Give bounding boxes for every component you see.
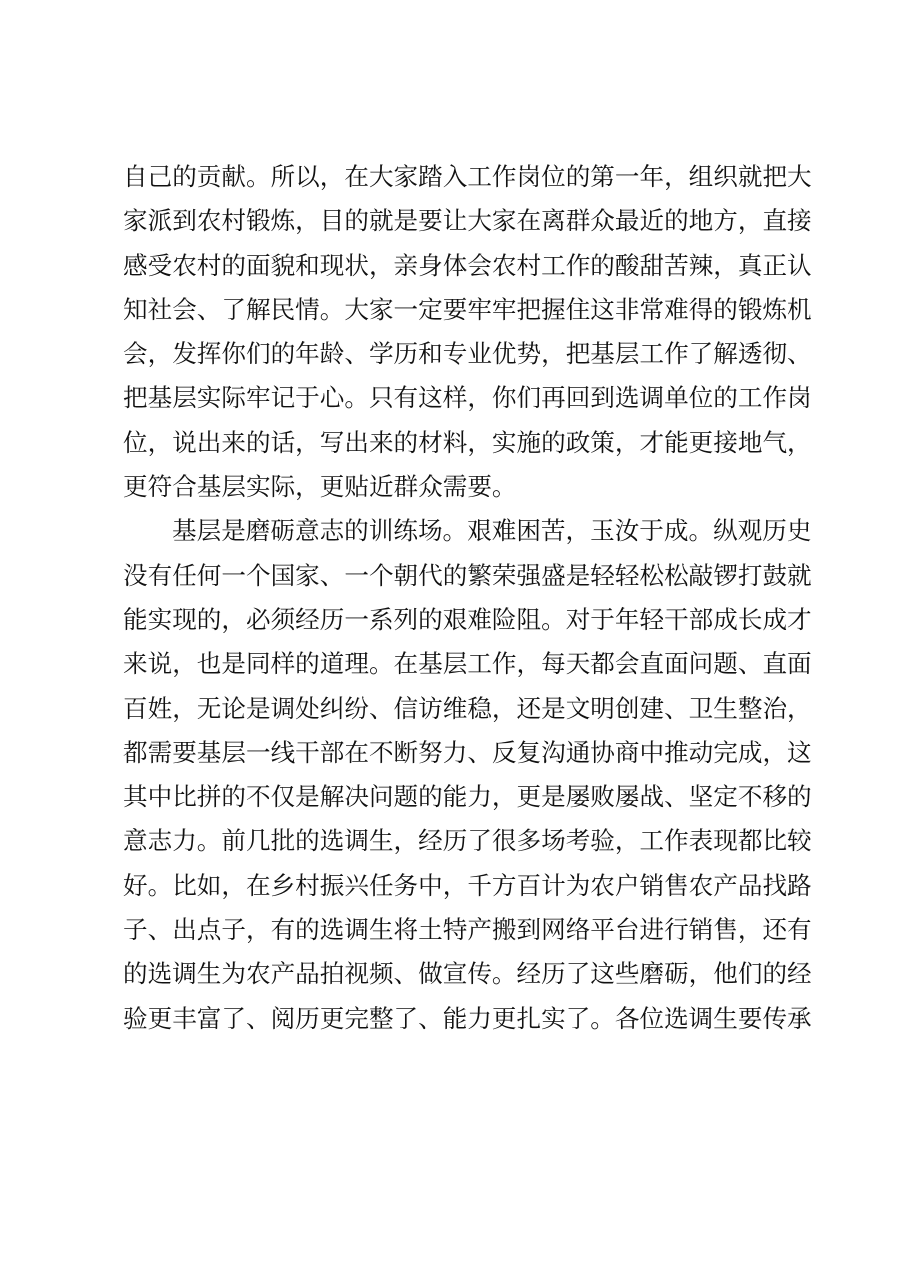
text-line: 把基层实际牢记于心。只有这样，你们再回到选调单位的工作岗 — [123, 383, 812, 413]
text-line: 知社会、了解民情。大家一定要牢牢把握住这非常难得的锻炼机 — [123, 294, 812, 324]
paragraph-1 — [123, 155, 812, 509]
text-line: 能实现的，必须经历一系列的艰难险阻。对于年轻干部成长成才 — [123, 604, 812, 634]
text-line: 子、出点子，有的选调生将土特产搬到网络平台进行销售，还有 — [123, 915, 812, 945]
text-line: 验更丰富了、阅历更完整了、能力更扎实了。各位选调生要传承 — [123, 1003, 812, 1033]
text-line: 感受农村的面貌和现状，亲身体会农村工作的酸甜苦辣，真正认 — [123, 250, 812, 280]
text-line: 的选调生为农产品拍视频、做宣传。经历了这些磨砺，他们的经 — [123, 959, 812, 989]
text-line: 百姓，无论是调处纠纷、信访维稳，还是文明创建、卫生整治， — [123, 693, 812, 723]
text-line: 没有任何一个国家、一个朝代的繁荣强盛是轻轻松松敲锣打鼓就 — [123, 560, 812, 590]
text-line: 家派到农村锻炼，目的就是要让大家在离群众最近的地方，直接 — [123, 206, 812, 236]
text-line: 基层是磨砺意志的训练场。艰难困苦，玉汝于成。纵观历史 — [172, 516, 812, 546]
paragraph-2 — [123, 509, 812, 1041]
text-line: 好。比如，在乡村振兴任务中，千方百计为农户销售农产品找路 — [123, 870, 812, 900]
text-line: 位，说出来的话，写出来的材料，实施的政策，才能更接地气， — [123, 427, 812, 457]
text-line: 意志力。前几批的选调生，经历了很多场考验，工作表现都比较 — [123, 826, 812, 856]
document-body — [123, 155, 812, 1041]
text-line: 都需要基层一线干部在不断努力、反复沟通协商中推动完成，这 — [123, 737, 812, 767]
text-line: 自己的贡献。所以，在大家踏入工作岗位的第一年，组织就把大 — [123, 162, 812, 191]
text-line: 会，发挥你们的年龄、学历和专业优势，把基层工作了解透彻、 — [123, 339, 812, 369]
text-line: 更符合基层实际，更贴近群众需要。 — [123, 472, 517, 502]
text-line: 其中比拼的不仅是解决问题的能力，更是屡败屡战、坚定不移的 — [123, 782, 812, 812]
text-line: 来说，也是同样的道理。在基层工作，每天都会直面问题、直面 — [123, 649, 812, 679]
